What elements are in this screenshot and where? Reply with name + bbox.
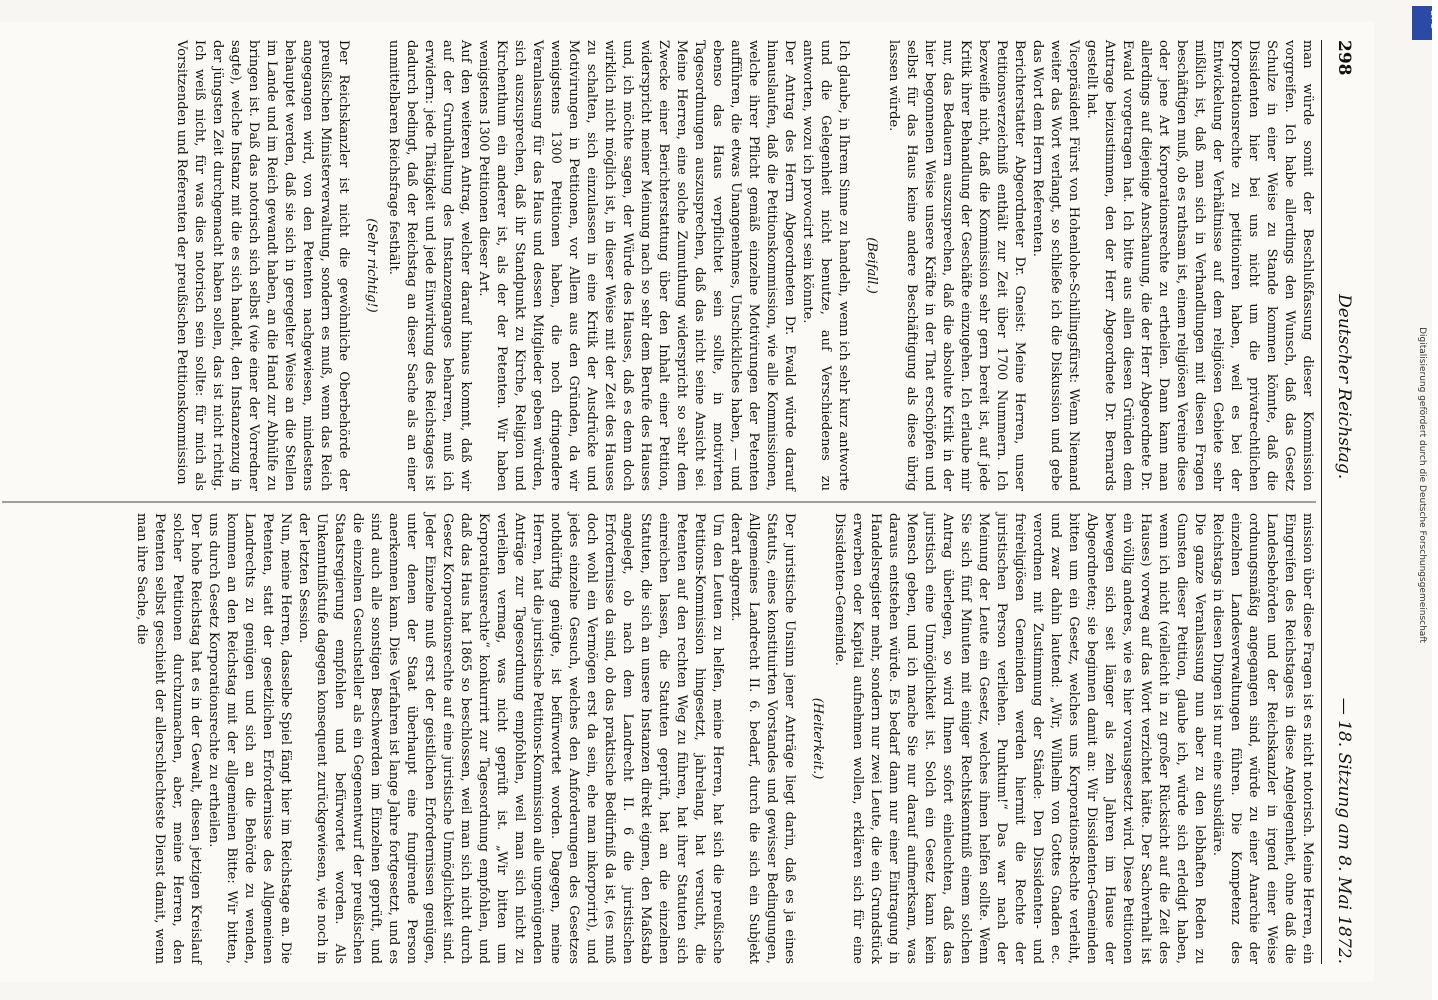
left-column — [2, 40, 1316, 491]
paragraph: Auf den weiteren Antrag, welcher darauf hinaus kommt, daß wir auf der Grundhaltung des Instanzenganges beharren, muß ich erwidern: jede Thätigkeit und jede Einwirkung des Reichstages ist dadurch bedingt, daß der Reichstag an dieser Sache als an einer unmittelbaren Reichsfrage festhält. — [386, 40, 473, 491]
paragraph: Berichterstatter Abgeordneter Dr. Gneist: Meine Herren, unser Petitionsverzeichniß enthält zur Zeit über 1700 Nummern. Ich bezweifle nicht, daß die Kommission sehr gern bereit ist, auf jede Kritik ihrer Behandlung der Geschäfte einzugehen. Ich erlaube mir nur, das Bedauern auszusprechen, daß die absolute Kritik in der hier begonnenen Weise unsere Kräfte in der That erschöpfen und selbst für das Haus keine andere Beschäftigung als diese übrig lassen würde. — [886, 40, 1027, 491]
paragraph: mission über diese Fragen ist es nicht notorisch. Meine Herren, ein Eingreifen des Reichstages in diese Angelegenheit, ohne daß die Landesbehörden und der Reichskanzler in irgend einer Weise ordnungsmäßig angegangen sind, würde zu einer Anarchie der einzelnen Landesverwaltungen führen. Die Kompetenz des Reichstags in diesen Dingen ist nur eine subsidiäre. — [1210, 513, 1315, 964]
interjection: (Sehr richtig!) — [364, 218, 379, 313]
paragraph: Die ganze Veranlassung nun aber zu den lebhaften Reden zu Gunsten dieser Petition, glaube ich, würde sich erledigt haben, wenn ich nicht (vielleicht in zu großer Rücksicht auf die Zeit des Hauses) vorweg auf das Wort verzichtet hätte. Der Sachverhalt ist ein völlig anderes, wie es hier vorausgesetzt wird. Diese Petitionen bewegen sich seit länger als zehn Jahren im Hause der Abgeordneten; sie beginnen damit an: Wir Dissidenten-Gemeinden bitten um ein Gesetz, welches uns Korporations-Rechte verleiht, und zwar dahin lautend: „Wir, Wilhelm von Gottes Gnaden ec. verordnen mit Zustimmung der Stände: Den Dissidenten- und freireligiösen Gemeinden werden hiermit die Rechte der juristischen Person verliehen. Punktum!“ Das war nach der Meinung der Leute ein Gesetz, welches ihnen helfen sollte. Wenn Sie sich fünf Minuten mit einiger Rechtskenntniß einem solchen Antrag überlegen, so wird Ihnen sofort einleuchten, daß das juristisch eine Unmöglichkeit ist. Solch ein Gesetz kann kein Mensch geben, und ich mache Sie nur darauf aufmerksam, was daraus entstehen würde. Es bedarf dann nur einer Eintragung in Handelsregister mehr, sondern nur zwei Leute, die ein Grundstück erwerben oder Kapital aufnehmen wollen, erklären sich für eine Dissidenten-Gemeinde. — [832, 513, 1207, 964]
paragraph: Der Antrag des Herrn Abgeordneten Dr. Ewald würde darauf hinauslaufen, daß die Petitionskommission, wie alle Kommissionen, welche ihrer Pflicht gemäß einzelne Motivirungen der Petenten aufführen, die etwas Unangenehmes, Unschickliches haben, — und ebenso das Haus verpflichtet sein sollte, in motivirten Tagesordnungen auszusprechen, daß das nicht seine Ansicht sei. Meine Herren, eine solche Zumuthung widerspricht so sehr dem Zwecke einer Berichterstattung über den Inhalt einer Petition, widerspricht meiner Meinung nach so sehr dem Berufe des Hauses und, ich möchte sagen, der Würde des Hauses, daß es denn doch wirklich nicht möglich ist, in dieser Weise mit der Zeit des Hauses zu schalten, sich einzulassen in eine Kritik der Ausdrücke und Motivirungen in Petitionen, vor Allem aus den Gründen, da wir wenigstens 1300 Petitionen haben, die noch dringendere Veranlassung für das Haus und dessen Mitglieder geben würden, sich auszusprechen, daß ihr Standpunkt zu Kirche, Religion und Kirchenthum ein anderer ist, als der der Petenten. Wir haben wenigstens 1300 Petitionen dieser Art. — [476, 40, 797, 491]
paragraph: man würde somit der Beschlußfassung dieser Kommission vorgreifen. Ich habe allerdings den Wunsch, daß das Gesetz Schulze in einer Weise zu Stande kommen könnte, daß die Dissidenten hier bei uns nicht um die privatrechtlichen Korporationsrechte zu petitioniren haben, weil es bei der Entwickelung der Verhältnisse auf dem religiösen Gebiete sehr mißlich ist, daß man sich in Verhandlungen mit diesen Fragen beschäftigen muß, ob es rathsam ist, einem religiösen Vereine diese oder jene Art Korporationsrechte zu ertheilen. Dann kann man allerdings auf diejenige Anschauung, die der Herr Abgeordnete Dr. Ewald vorgetragen hat. Ich bitte aus allen diesen Gründen dem Antrage beizustimmen, den der Herr Abgeordnete Dr. Bernards gestellt hat. — [1084, 40, 1315, 491]
interjection: (Heiterkeit.) — [810, 697, 825, 780]
paragraph: Vicepräsident Fürst von Hohenlohe-Schillingsfürst: Wenn Niemand weiter das Wort verlangt, so schließe ich die Diskussion und gebe das Wort dem Herrn Referenten. — [1030, 40, 1081, 491]
paragraph: Um den Leuten zu helfen, meine Herren, hat sich die preußische Petitions-Kommission hingesetzt, jahrelang, hat versucht, die Petenten auf den rechten Weg zu führen, hat ihrer Statuten sich einreichen lassen, die Statuten geprüft, hat an die einzelnen Statuten, die sich an unsere Instanzen direkt eignen, den Maßstab angelegt, ob nach dem Landrecht II. 6 die juristischen Erfordernisse da sind, ob das praktische Bedürfniß da ist, (es muß doch wohl ein Vermögen erst da sein, ehe man inkorporirt), und jedes einzelne Gesuch, welches den Anforderungen des Gesetzes nothdürftig genügte, ist befürwortet worden. Dagegen, meine Herren, hat die juristische Petitions-Kommission alle ungenügenden Anträge zur Tagesordnung empfohlen, weil man sich nicht zu verleihen vermag, was nicht geprüft ist. „Wir bitten um Korporationsrechte“ konkurrirt zur Tagesordnung empfohlen, und daß das Haus hat 1865 so beschlossen, weil man sich nicht durch Gesetz Korporationsrechte auf eine juristische Unmöglichkeit sind. Jeder Einzelne muß erst der geistlichen Erfordernissen genügen, unter denen der Staat überhaupt eine fungirende Person anerkennen kann. Dies Verfahren ist lange Jahre fortgesetzt, und es sind auch alle sonstigen Beschwerden im Einzelnen geprüft, und die einzelnen Gesuchsteller als ein Gegenentwurf der preußischen Staatsregierung empfohlen und befürwortet worden. Als Unkenntnißstufe dagegen konsequent zurückgewiesen, wie noch in der letzten Session. — [296, 513, 725, 964]
page-header — [1321, 40, 1366, 964]
paragraph: Der juristische Unsinn jener Anträge liegt darin, daß es ja eines Statuts, eines konstituirten Vorstandes und gewisser Bedingungen, Allgemeines Landrecht II. 6. bedarf, durch die sich ein Subjekt derart abgrenzt. — [728, 513, 797, 964]
document-page — [0, 22, 1374, 982]
text-columns — [2, 40, 1316, 964]
right-column — [2, 513, 1316, 964]
dfg-badge-text: DFG — [1428, 10, 1438, 30]
page-number: 298 — [1334, 40, 1354, 76]
paragraph: Nun, meine Herren, dasselbe Spiel fängt hier im Reichstage an. Die Petenten, statt der gesetzlichen Erfordernisse des Allgemeinen Landrechts zu genügen und sich an die Behörde zu wenden, kommen an den Reichstag mit der allgemeinen Bitte: Wir bitten, uns durch Gesetz Korporationsrechte zu ertheilen. — [206, 513, 293, 964]
paragraph: Der hohe Reichstag hat es in der Gewalt, diesen jetzigen Kreislauf solcher Petitionen durchzumachen, aber, meine Herren, den Petenten selbst geschieht der allerschlechteste Dienst damit, wenn man ihre Sache, die — [134, 513, 203, 964]
publication-title: Deutscher Reichstag. — [1334, 294, 1354, 480]
paragraph: Der Reichskanzler ist nicht die gewöhnliche Oberbehörde der preußischen Ministerverwaltung, sondern es muß, wenn das Reich angegangen wird, von den Petenten nachgewiesen, mindestens behauptet werden, daß sie sich in geregelter Weise an die Stellen im Lande und im Reich gewandt haben, an die Hand zur Abhülfe zu bringen ist. Daß das notorisch sich selbst (wie einer der Vorredner sagte), welche Instanz mit die es sich handelt, den Instanzenzug in der jüngsten Zeit durchgemacht haben sollen, das ist nicht richtig. Ich weiß nicht, für was dies notorisch sein sollte: für mich als Vorsitzenden und Referenten der preußischen Petitionskommission — [174, 40, 351, 491]
interjection: (Beifall.) — [864, 237, 879, 294]
digitization-notice: Digitalisierung gefördert durch die Deutsche Forschungsgemeinschaft — [1417, 327, 1427, 643]
paragraph: Ich glaube, in Ihrem Sinne zu handeln, wenn ich sehr kurz antworte und die Gelegenheit nicht benutze, auf Verschiedenes zu antworten, wozu ich provocirt sein könnte. — [800, 40, 851, 491]
session-title: — 18. Sitzung am 8. Mai 1872. — [1334, 697, 1354, 964]
